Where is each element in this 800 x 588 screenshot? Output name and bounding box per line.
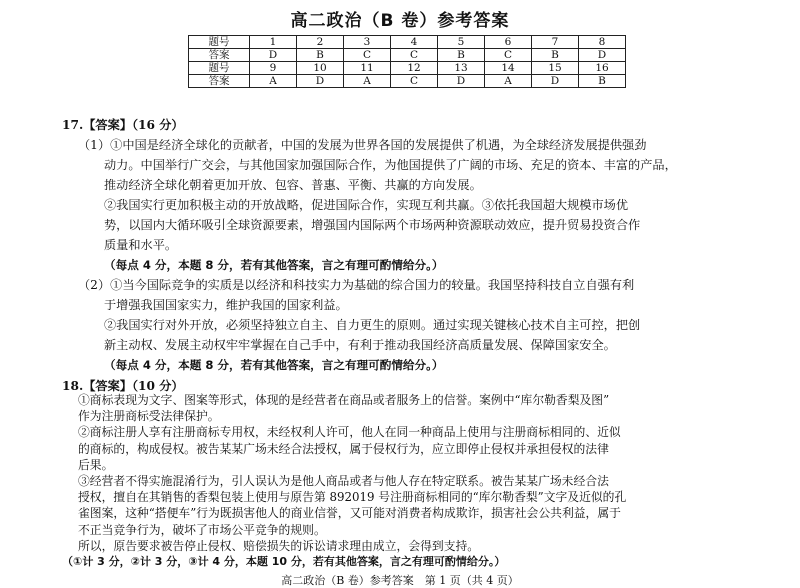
page-footer: 高二政治（B 卷）参考答案 第 1 页（共 4 页） (281, 574, 519, 587)
table-cell: 12 (391, 62, 438, 75)
table-row (189, 75, 626, 88)
q17-p2-line: （2）①当今国际竞争的实质是以经济和科技实力为基础的综合国力的较量。我国坚持科技自立自强有利 (78, 278, 635, 292)
table-cell: D (532, 75, 579, 88)
table-cell: C (344, 49, 391, 62)
table-cell: A (250, 75, 297, 88)
q18-heading: 18.【答案】（10 分） (62, 379, 184, 393)
table-cell: B (297, 49, 344, 62)
table-row (189, 62, 626, 75)
q17-p1-line: 势，以国内大循环吸引全球资源要素，增强国内国际两个市场两种资源联动效应，提升贸易投资合作 (104, 218, 641, 232)
q17-p1-line: ②我国实行更加积极主动的开放战略，促进国际合作，实现互利共赢。③依托我国超大规模市场优 (104, 198, 629, 212)
table-cell: C (485, 49, 532, 62)
q17-heading: 17.【答案】（16 分） (62, 118, 184, 132)
q18-line: 雀图案，这种“搭便车”行为既损害他人的商业信誉，又可能对消费者构成欺诈，损害社会公共利益，属于 (78, 506, 621, 521)
q17-p1-line: 动力。中国举行广交会，与其他国家加强国际合作，为他国提供了广阔的市场、充足的资本、丰富的产品， (104, 158, 677, 172)
q17-p2-line: 新主动权、发展主动权牢牢掌握在自己手中，有利于推动我国经济高质量发展、保障国家安全。 (104, 338, 616, 352)
table-cell: D (438, 75, 485, 88)
table-cell: 5 (438, 36, 485, 49)
table-cell: 15 (532, 62, 579, 75)
table-cell: D (579, 49, 626, 62)
table-cell: 1 (250, 36, 297, 49)
q18-line: 后果。 (78, 457, 114, 472)
q18-line: 作为注册商标受法律保护。 (78, 409, 220, 424)
q18-conclusion: 所以，原告要求被告停止侵权、赔偿损失的诉讼请求理由成立，会得到支持。 (78, 538, 480, 553)
table-cell: 10 (297, 62, 344, 75)
table-cell: 2 (297, 36, 344, 49)
table-cell: 6 (485, 36, 532, 49)
q17-p1-line: 推动经济全球化朝着更加开放、包容、普惠、平衡、共赢的方向发展。 (104, 178, 482, 192)
table-cell: A (344, 75, 391, 88)
table-cell: 16 (579, 62, 626, 75)
row-label: 答案 (189, 75, 250, 88)
q17-p1-line: （1）①中国是经济全球化的贡献者，中国的发展为世界各国的发展提供了机遇，为全球经济发展提供强劲 (78, 138, 647, 152)
q18-line: ①商标表现为文字、图案等形式，体现的是经营者在商品或者服务上的信誉。案例中“库尔勒香梨及图” (78, 393, 610, 407)
table-cell: 8 (579, 36, 626, 49)
table-cell: 11 (344, 62, 391, 75)
row-label: 题号 (189, 62, 250, 75)
table-cell: D (250, 49, 297, 62)
q18-line: 授权，擅自在其销售的香梨包装上使用与原告第 892019 号注册商标相同的“库尔勒香梨”文字及近似的孔 (78, 490, 627, 505)
table-cell: 7 (532, 36, 579, 49)
q17-p1-line: 质量和水平。 (104, 238, 178, 252)
q18-line: 不正当竞争行为，破坏了市场公平竞争的规则。 (78, 522, 326, 537)
table-cell: C (391, 75, 438, 88)
table-cell: B (438, 49, 485, 62)
table-cell: 9 (250, 62, 297, 75)
table-cell: C (391, 49, 438, 62)
table-cell: B (532, 49, 579, 62)
q18-line: ③经营者不得实施混淆行为，引人误认为是他人商品或者与他人存在特定联系。被告某某广场未经合法 (78, 474, 609, 488)
q17-scoring-note-2: （每点 4 分，本题 8 分，若有其他答案，言之有理可酌情给分。） (104, 358, 444, 372)
q17-p2-line: 于增强我国国家实力，维护我国的国家利益。 (104, 298, 348, 312)
table-cell: 3 (344, 36, 391, 49)
q17-scoring-note-1: （每点 4 分，本题 8 分，若有其他答案，言之有理可酌情给分。） (104, 258, 444, 272)
answer-key-table (188, 35, 626, 88)
row-label: 答案 (189, 49, 250, 62)
table-cell: B (579, 75, 626, 88)
table-cell: 14 (485, 62, 532, 75)
row-label: 题号 (189, 36, 250, 49)
table-cell: 4 (391, 36, 438, 49)
q18-line: 的商标的，构成侵权。被告某某广场未经合法授权，属于侵权行为，应立即停止侵权并承担侵权的法律 (78, 441, 609, 456)
table-cell: A (485, 75, 532, 88)
table-cell: D (297, 75, 344, 88)
table-cell: 13 (438, 62, 485, 75)
table-row (189, 36, 626, 49)
q17-p2-line: ②我国实行对外开放，必须坚持独立自主、自力更生的原则。通过实现关键核心技术自主可控，把创 (104, 318, 641, 332)
q18-scoring-note: （①计 3 分，②计 3 分，③计 4 分，本题 10 分，若有其他答案，言之有理可酌情给分。） (62, 555, 506, 568)
page-title: 高二政治（B 卷）参考答案 (290, 11, 510, 31)
q18-line: ②商标注册人享有注册商标专用权，未经权利人许可，他人在同一种商品上使用与注册商标相同的、近似 (78, 425, 621, 440)
table-row (189, 49, 626, 62)
